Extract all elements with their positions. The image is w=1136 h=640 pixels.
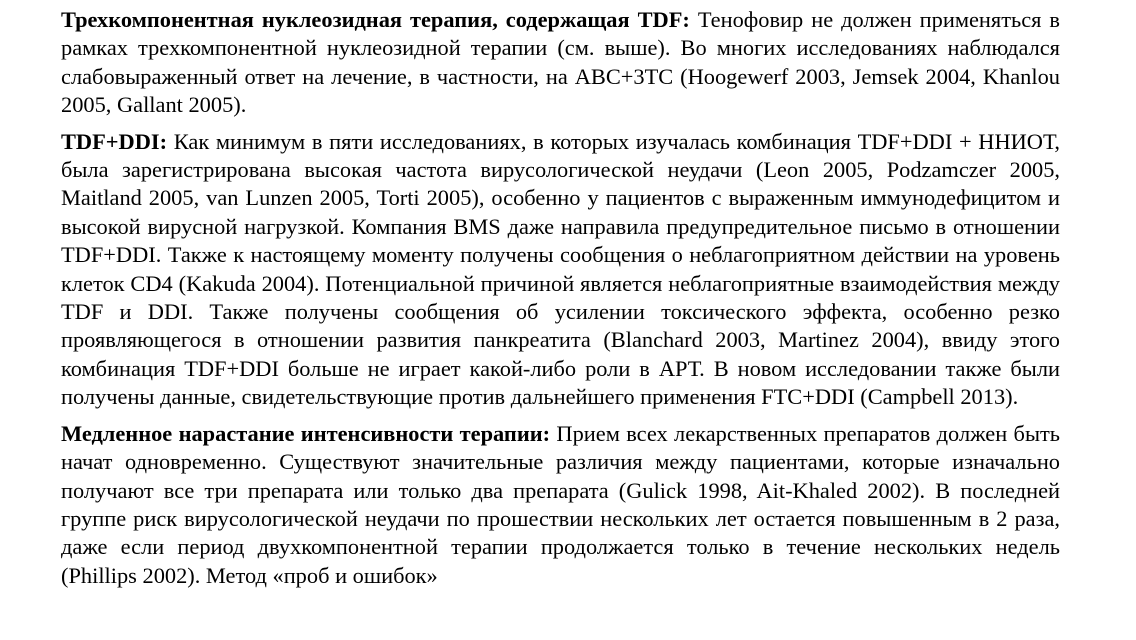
paragraph-tdf-ddi (61, 128, 1060, 412)
paragraph-body: Тенофовир не должен применяться в рамках трехкомпонентной нуклеозидной терапии (см. выше). Во многих исследованиях наблюдался слабовыраженный ответ на лечение, в частности, на ABC+3TC (Hoogewerf 2003, Jemsek 2004, Khanlou 2005, Gallant 2005). (61, 7, 1060, 118)
paragraph-heading: TDF+DDI: (61, 128, 168, 154)
paragraph-slow-escalation (61, 420, 1060, 590)
document-page (61, 6, 1060, 598)
paragraph-heading: Трехкомпонентная нуклеозидная терапия, содержащая TDF: (61, 7, 690, 32)
paragraph-heading: Медленное нарастание интенсивности терапии: (61, 420, 551, 446)
paragraph-body: Как минимум в пяти исследованиях, в которых изучалась комбинация TDF+DDI + ННИОТ, была зарегистрирована высокая частота вирусологической неудачи (Leon 2005, Podzamczer 2005, Maitland 2005, van Lunzen 2005, Torti 2005), особенно у пациентов с выраженным иммунодефицитом и высокой вирусной нагрузкой. Компания BMS даже направила предупредительное письмо в отношении TDF+DDI. Также к настоящему моменту получены сообщения о неблагоприятном действии на уровень клеток CD4 (Kakuda 2004). Потенциальной причиной является неблагоприятные взаимодействия между TDF и DDI. Также получены сообщения об усилении токсического эффекта, особенно резко проявляющегося в отношении развития панкреатита (Blanchard 2003, Martinez 2004), ввиду этого комбинация TDF+DDI больше не играет какой-либо роли в АРТ. В новом исследовании также были получены данные, свидетельствующие против дальнейшего применения FTC+DDI (Campbell 2013). (61, 128, 1060, 410)
paragraph-body: Прием всех лекарственных препаратов должен быть начат одновременно. Существуют значительные различия между пациентами, которые изначально получают все три препарата или только два препарата (Gulick 1998, Ait-Khaled 2002). В последней группе риск вирусологической неудачи по прошествии нескольких лет остается повышенным в 2 раза, даже если период двухкомпонентной терапии продолжается только в течение нескольких недель (Phillips 2002). Метод «проб и ошибок» (61, 420, 1060, 588)
paragraph-triple-nucleoside (61, 6, 1060, 120)
